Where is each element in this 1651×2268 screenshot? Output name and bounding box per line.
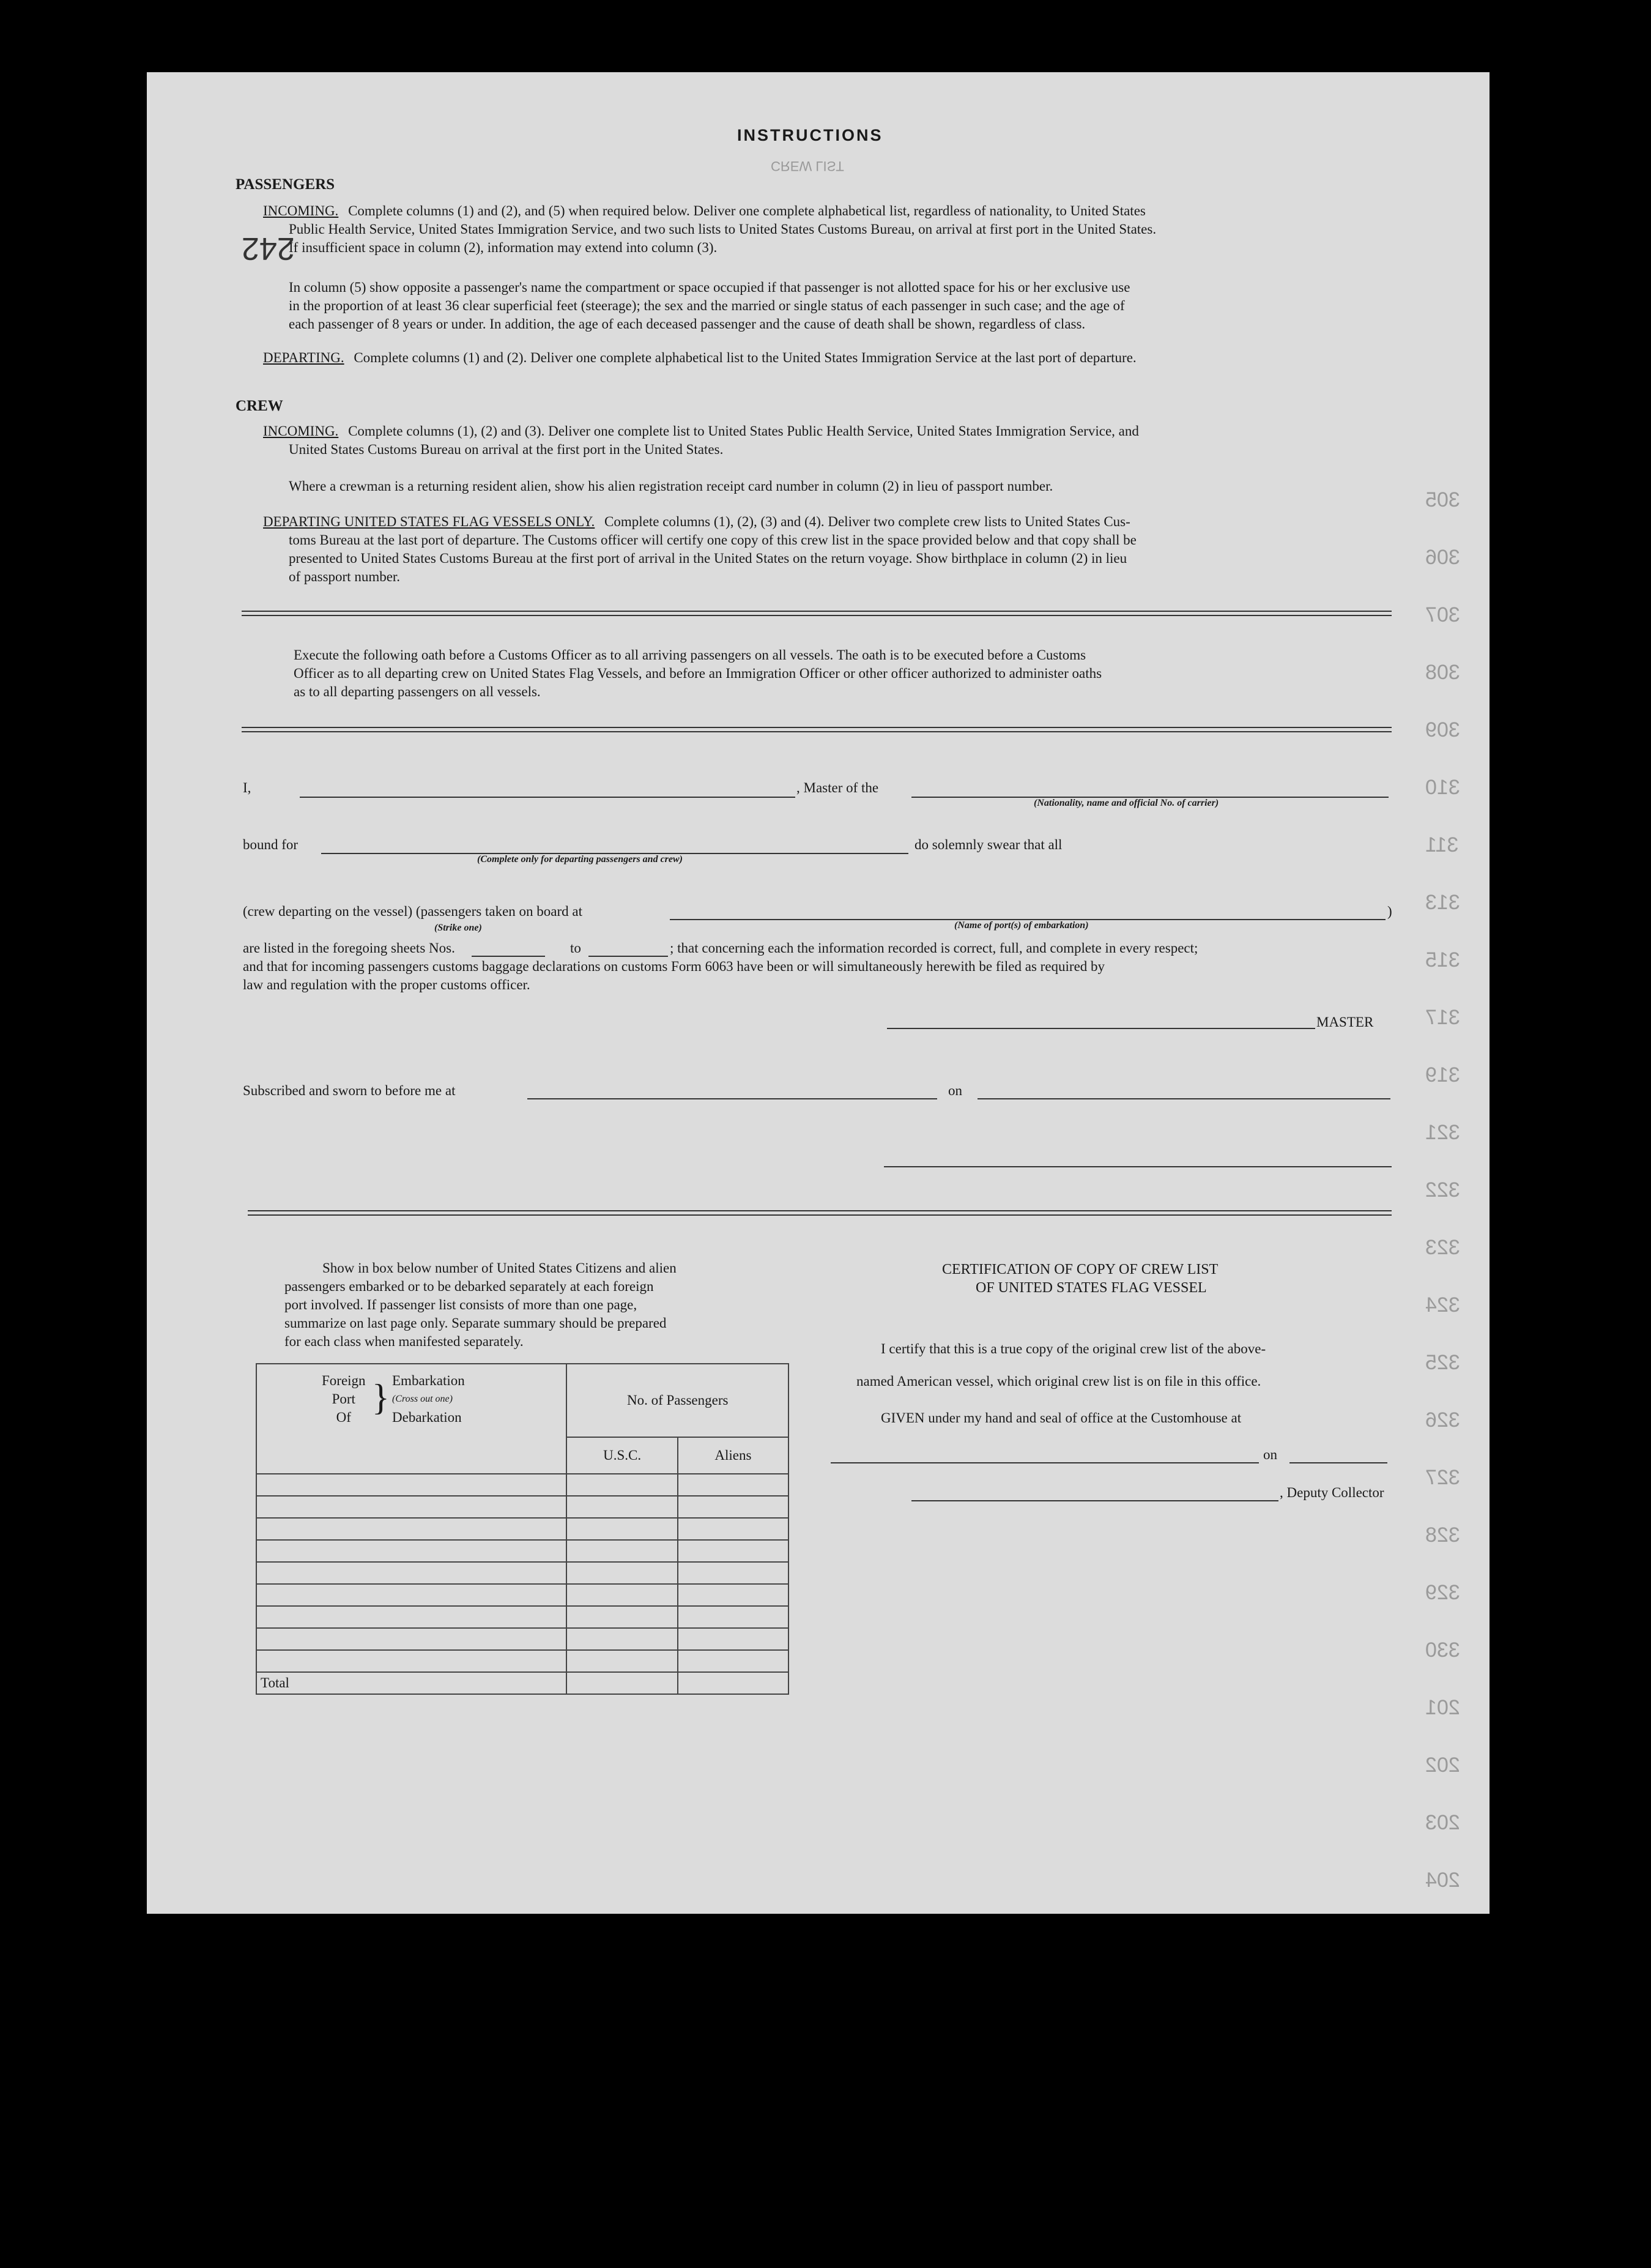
passengers-incoming-text-3: If insufficient space in column (2), information may extend into column (3). [289, 240, 718, 255]
master-of-label: , Master of the [796, 780, 879, 795]
certification-on-label: on [1263, 1447, 1277, 1462]
summary-row [256, 1496, 788, 1518]
summary-port-cell[interactable] [256, 1518, 566, 1540]
sheets-text-tail: ; that concerning each the information recorded is correct, full, and complete in every respect; [670, 940, 1198, 956]
summary-usc-cell[interactable] [566, 1562, 677, 1584]
summary-instructions-line-5: for each class when manifested separately. [284, 1334, 524, 1349]
summary-instructions-line-3: port involved. If passenger list consists of more than one page, [284, 1297, 637, 1312]
crew-passengers-label: (crew departing on the vessel) (passengers taken on board at [243, 904, 582, 919]
bleed-through-number: 308 [1425, 661, 1460, 684]
summary-port-cell[interactable] [256, 1540, 566, 1562]
passengers-incoming-label: INCOMING. [263, 203, 339, 218]
crew-departing-text-3: presented to United States Customs Bureau at the first port of arrival in the United States on the return voyage. Show birthplace in column (2) in lieu [289, 551, 1127, 566]
officer-signature-field[interactable] [884, 1166, 1392, 1167]
bleed-through-number: 319 [1425, 1063, 1460, 1087]
bleed-through-number: 305 [1425, 488, 1460, 511]
aliens-header: Aliens [678, 1437, 788, 1474]
customhouse-field[interactable] [831, 1462, 1259, 1463]
bleed-through-number: 322 [1425, 1178, 1460, 1202]
summary-port-cell[interactable] [256, 1650, 566, 1672]
deputy-collector-signature-field[interactable] [911, 1500, 1278, 1501]
certification-text-1: I certify that this is a true copy of the original crew list of the above- [881, 1341, 1266, 1356]
debarkation-label: Debarkation [392, 1410, 462, 1425]
summary-row [256, 1562, 788, 1584]
summary-port-cell[interactable] [256, 1562, 566, 1584]
sheet-to-field[interactable] [588, 956, 668, 957]
carrier-caption: (Nationality, name and official No. of carrier) [1034, 798, 1219, 808]
bleed-through-number: 307 [1425, 603, 1460, 626]
of-label: Of [336, 1410, 351, 1425]
oath-instructions-line-2: Officer as to all departing crew on United States Flag Vessels, and before an Immigration Officer or other officer authorized to administer oaths [294, 666, 1102, 681]
summary-aliens-cell[interactable] [678, 1584, 788, 1606]
certification-text-3: GIVEN under my hand and seal of office at the Customhouse at [881, 1410, 1242, 1426]
summary-usc-cell[interactable] [566, 1540, 677, 1562]
crew-departing-text-1: Complete columns (1), (2), (3) and (4). Deliver two complete crew lists to United States Cus- [604, 514, 1130, 529]
summary-row [256, 1474, 788, 1496]
summary-usc-cell[interactable] [566, 1584, 677, 1606]
summary-port-cell[interactable] [256, 1628, 566, 1650]
embarkation-label: Embarkation [392, 1373, 465, 1388]
summary-port-cell[interactable] [256, 1496, 566, 1518]
swear-label: do solemnly swear that all [915, 837, 1063, 852]
summary-aliens-cell[interactable] [678, 1562, 788, 1584]
passenger-summary-table [256, 1363, 789, 1695]
bleed-through-number: 330 [1425, 1638, 1460, 1662]
usc-header: U.S.C. [566, 1437, 677, 1474]
passengers-incoming-text-1: Complete columns (1) and (2), and (5) when required below. Deliver one complete alphabetical list, regardless of nationality, to United States [348, 203, 1146, 218]
certification-text-2: named American vessel, which original crew list is on file in this office. [856, 1374, 1261, 1389]
passengers-incoming-text-2: Public Health Service, United States Immigration Service, and two such lists to United States Customs Bureau, on arrival at first port in the United States. [289, 221, 1157, 237]
passengers-departing-label: DEPARTING. [263, 350, 344, 365]
summary-instructions-line-1: Show in box below number of United States Citizens and alien [322, 1260, 677, 1276]
subscribed-label: Subscribed and sworn to before me at [243, 1083, 456, 1098]
summary-usc-cell[interactable] [566, 1496, 677, 1518]
crew-resident-text: Where a crewman is a returning resident alien, show his alien registration receipt card number in column (2) in lieu of passport number. [289, 478, 1053, 494]
summary-row [256, 1650, 788, 1672]
passengers-heading: PASSENGERS [236, 176, 335, 193]
summary-aliens-cell[interactable] [678, 1496, 788, 1518]
bleed-through-number: 311 [1425, 833, 1459, 857]
bleed-through-number: 201 [1425, 1696, 1460, 1719]
bleed-through-number: 310 [1425, 776, 1460, 799]
crew-departing-paragraph [263, 513, 1130, 531]
instructions-title: INSTRUCTIONS [737, 126, 883, 144]
oath-i-label: I, [243, 780, 251, 795]
summary-instructions-line-2: passengers embarked or to be debarked separately at each foreign [284, 1279, 654, 1294]
bleed-through-number: 313 [1425, 891, 1460, 914]
certification-title-1: CERTIFICATION OF COPY OF CREW LIST [942, 1262, 1219, 1277]
summary-usc-cell[interactable] [566, 1474, 677, 1496]
to-label: to [570, 940, 581, 956]
brace-icon: } [372, 1377, 390, 1418]
bleed-through-number: 306 [1425, 546, 1460, 569]
summary-usc-cell[interactable] [566, 1518, 677, 1540]
summary-row [256, 1540, 788, 1562]
bleed-through-number: 323 [1425, 1236, 1460, 1259]
column5-text-2: in the proportion of at least 36 clear superficial feet (steerage); the sex and the married or single status of each passenger in such case; and the age of [289, 298, 1125, 313]
column5-text-1: In column (5) show opposite a passenger's name the compartment or space occupied if that passenger is not allotted space for his or her exclusive use [289, 280, 1130, 295]
passengers-departing-paragraph [263, 349, 1137, 367]
port-caption: (Name of port(s) of embarkation) [954, 920, 1089, 931]
summary-row [256, 1628, 788, 1650]
summary-row [256, 1518, 788, 1540]
total-aliens-cell[interactable] [678, 1672, 788, 1694]
bleed-through-number: 204 [1425, 1868, 1460, 1892]
bleed-through-number: 327 [1425, 1466, 1460, 1489]
summary-aliens-cell[interactable] [678, 1650, 788, 1672]
cross-out-label: (Cross out one) [392, 1394, 453, 1404]
summary-port-cell[interactable] [256, 1474, 566, 1496]
summary-usc-cell[interactable] [566, 1628, 677, 1650]
summary-row [256, 1606, 788, 1628]
port-header-cell [256, 1364, 566, 1474]
deputy-collector-label: , Deputy Collector [1280, 1485, 1384, 1500]
certification-date-field[interactable] [1289, 1462, 1387, 1463]
port-label: Port [332, 1391, 355, 1407]
crew-heading: CREW [236, 398, 283, 414]
total-usc-cell[interactable] [566, 1672, 677, 1694]
total-label-cell [256, 1672, 566, 1694]
bleed-through-number: 315 [1425, 948, 1460, 972]
section-divider [242, 727, 1392, 732]
crew-incoming-paragraph [263, 422, 1139, 441]
subscribed-place-field[interactable] [527, 1098, 937, 1099]
handwritten-sheet-number: 242 [242, 231, 295, 266]
oath-instructions-line-1: Execute the following oath before a Customs Officer as to all arriving passengers on all vessels. The oath is to be executed before a Customs [294, 647, 1086, 663]
certification-title-2: OF UNITED STATES FLAG VESSEL [976, 1280, 1207, 1296]
summary-row [256, 1584, 788, 1606]
bound-for-label: bound for [243, 837, 299, 852]
bound-caption: (Complete only for departing passengers and crew) [477, 854, 683, 864]
form-page [147, 72, 1490, 1914]
faint-subtitle: CREW LIST [771, 158, 844, 174]
bleed-through-number: 325 [1425, 1351, 1460, 1374]
master-name-field[interactable] [300, 797, 795, 798]
summary-usc-cell[interactable] [566, 1650, 677, 1672]
sheets-label: are listed in the foregoing sheets Nos. [243, 940, 455, 956]
bleed-through-number: 309 [1425, 718, 1460, 742]
crew-departing-text-4: of passport number. [289, 569, 401, 584]
passengers-departing-text: Complete columns (1) and (2). Deliver one complete alphabetical list to the United States Immigration Service at the last port of departure. [354, 350, 1137, 365]
summary-aliens-cell[interactable] [678, 1474, 788, 1496]
oath-instructions-line-3: as to all departing passengers on all vessels. [294, 684, 541, 699]
strike-caption: (Strike one) [434, 923, 482, 933]
crew-incoming-text-1: Complete columns (1), (2) and (3). Deliver one complete list to United States Public Health Service, United States Immigration Service, and [348, 423, 1139, 439]
crew-incoming-text-2: United States Customs Bureau on arrival at the first port in the United States. [289, 442, 724, 457]
oath-line-2: and that for incoming passengers customs baggage declarations on customs Form 6063 have been or will simultaneously herewith be filed as required by [243, 959, 1105, 974]
bleed-through-number: 203 [1425, 1811, 1460, 1834]
master-signature-field[interactable] [887, 1028, 1315, 1029]
column5-text-3: each passenger of 8 years or under. In addition, the age of each deceased passenger and the cause of death shall be shown, regardless of class. [289, 316, 1086, 332]
subscribed-date-field[interactable] [978, 1098, 1390, 1099]
foreign-label: Foreign [322, 1373, 366, 1388]
oath-line-3: law and regulation with the proper customs officer. [243, 977, 530, 992]
bleed-through-number: 321 [1425, 1121, 1460, 1144]
bleed-through-number: 202 [1425, 1753, 1460, 1777]
summary-port-cell[interactable] [256, 1606, 566, 1628]
sheet-from-field[interactable] [472, 956, 545, 957]
bleed-through-number: 329 [1425, 1581, 1460, 1604]
close-paren: ) [1387, 904, 1392, 919]
master-label: MASTER [1316, 1014, 1374, 1030]
crew-departing-label: DEPARTING UNITED STATES FLAG VESSELS ONLY. [263, 514, 595, 529]
summary-aliens-cell[interactable] [678, 1628, 788, 1650]
bleed-through-number: 326 [1425, 1408, 1460, 1432]
summary-aliens-cell[interactable] [678, 1606, 788, 1628]
bleed-through-number: 317 [1425, 1006, 1460, 1029]
crew-incoming-label: INCOMING. [263, 423, 339, 439]
summary-port-cell[interactable] [256, 1584, 566, 1606]
no-passengers-header: No. of Passengers [566, 1364, 788, 1437]
summary-usc-cell[interactable] [566, 1606, 677, 1628]
section-divider [242, 611, 1392, 616]
subscribed-on-label: on [948, 1083, 962, 1098]
summary-instructions-line-4: summarize on last page only. Separate summary should be prepared [284, 1315, 667, 1331]
passengers-incoming-paragraph [263, 202, 1462, 220]
section-divider [248, 1210, 1392, 1216]
summary-aliens-cell[interactable] [678, 1540, 788, 1562]
summary-aliens-cell[interactable] [678, 1518, 788, 1540]
bleed-through-number: 324 [1425, 1293, 1460, 1317]
bleed-through-number: 328 [1425, 1523, 1460, 1547]
crew-departing-text-2: toms Bureau at the last port of departure. The Customs officer will certify one copy of this crew list in the space provided below and that copy shall be [289, 532, 1137, 548]
total-label: Total [261, 1675, 289, 1690]
